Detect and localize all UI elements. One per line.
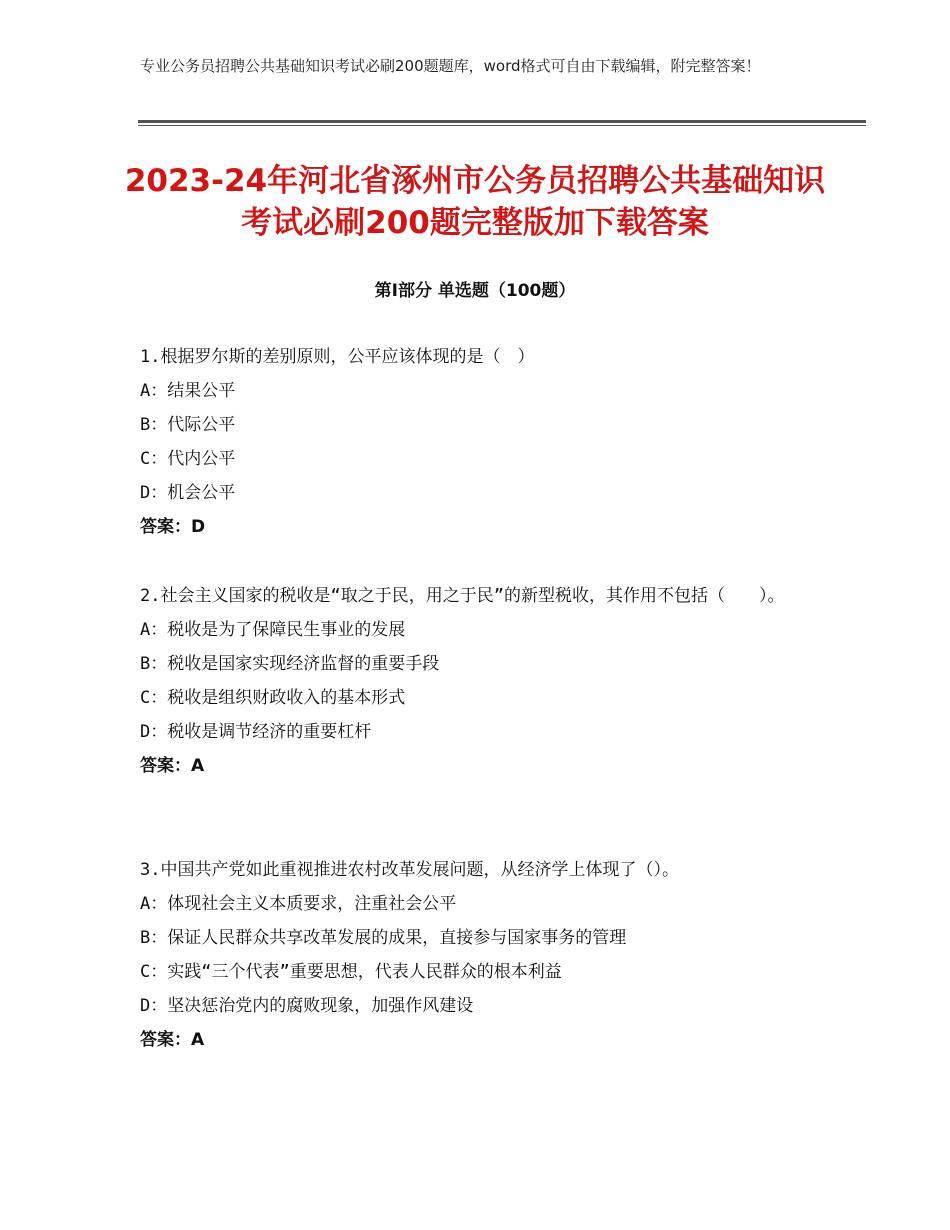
- option-a: A：税收是为了保障民生事业的发展: [140, 620, 406, 640]
- option-a: A：体现社会主义本质要求，注重社会公平: [140, 894, 457, 914]
- question-2: [140, 579, 810, 783]
- question-stem: 2.社会主义国家的税收是“取之于民，用之于民”的新型税收，其作用不包括（ ）。: [140, 586, 785, 606]
- question-stem: 3.中国共产党如此重视推进农村改革发展问题，从经济学上体现了（）。: [140, 860, 679, 880]
- answer: 答案：A: [140, 756, 205, 776]
- header-note: 专业公务员招聘公共基础知识考试必刷200题题库，word格式可自由下载编辑，附完整答案！: [140, 57, 761, 75]
- option-a: A：结果公平: [140, 381, 236, 401]
- question-stem: 1.根据罗尔斯的差别原则，公平应该体现的是（ ）: [140, 347, 535, 367]
- option-b: B：保证人民群众共享改革发展的成果，直接参与国家事务的管理: [140, 928, 627, 948]
- section-heading: 第Ⅰ部分 单选题（100题）: [374, 281, 576, 301]
- answer: 答案：A: [140, 1030, 205, 1050]
- option-b: B：税收是国家实现经济监督的重要手段: [140, 654, 440, 674]
- header-divider-thin: [138, 125, 866, 126]
- option-b: B：代际公平: [140, 415, 236, 435]
- option-d: D：坚决惩治党内的腐败现象，加强作风建设: [140, 996, 474, 1016]
- answer: 答案：D: [140, 517, 206, 537]
- option-d: D：税收是调节经济的重要杠杆: [140, 722, 372, 742]
- header-divider: [138, 120, 866, 123]
- question-3: [140, 853, 810, 1057]
- option-c: C：税收是组织财政收入的基本形式: [140, 688, 406, 708]
- option-d: D：机会公平: [140, 483, 236, 503]
- option-c: C：代内公平: [140, 449, 236, 469]
- option-c: C：实践“三个代表”重要思想，代表人民群众的根本利益: [140, 962, 562, 982]
- document-title: 2023-24年河北省涿州市公务员招聘公共基础知识考试必刷200题完整版加下载答案: [124, 163, 826, 241]
- question-1: [140, 340, 810, 544]
